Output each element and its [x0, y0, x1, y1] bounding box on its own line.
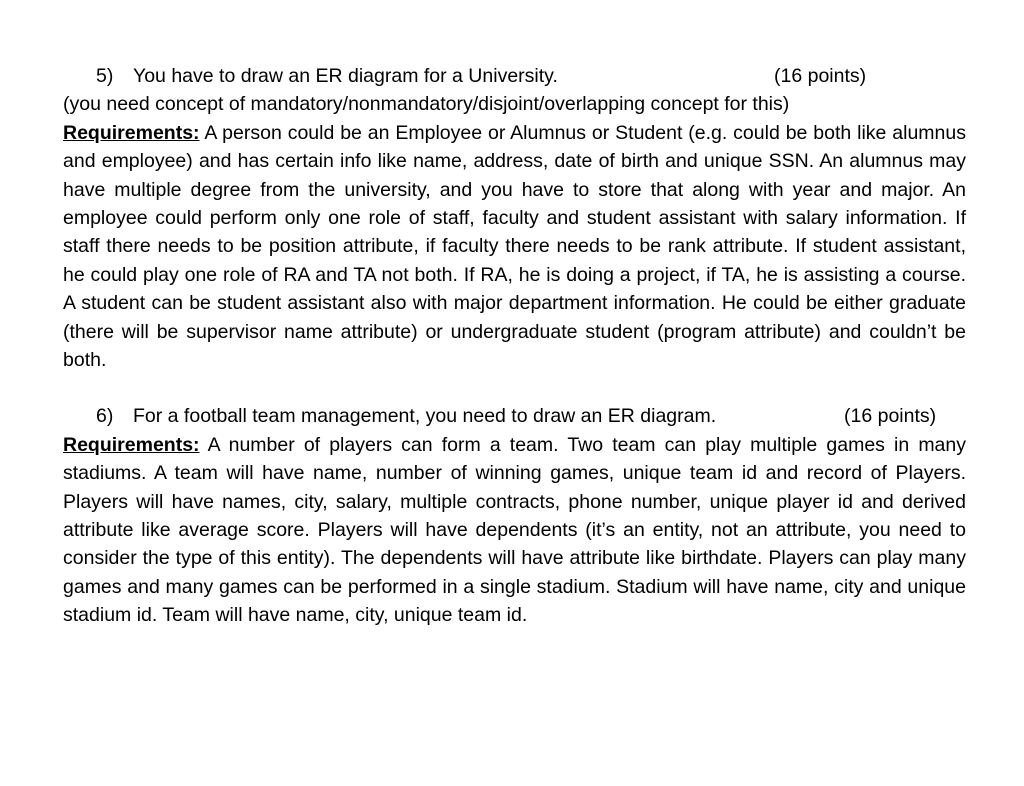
requirements-text: A person could be an Employee or Alumnus or Student (e.g. could be both like alumnus and employee) and has certain info like name, address, date of birth and unique SSN. An alumnus may have multiple degree from the university, and you have to store that along with year and major. An employee could perform only one role of staff, faculty and student assistant with salary information. If staff there needs to be position attribute, if faculty there needs to be rank attribute. If student assistant, he could play one role of RA and TA not both. If RA, he is doing a project, if TA, he is assisting a course. A student can be student assistant also with major department information. He could be either graduate (there will be supervisor name attribute) or undergraduate student (program attribute) and couldn’t be both. [63, 121, 966, 372]
requirements-label: Requirements: [63, 433, 200, 456]
question-title: For a football team management, you need to draw an ER diagram. [133, 405, 717, 428]
section-spacer [63, 374, 966, 402]
requirements-paragraph [63, 431, 966, 630]
requirements-paragraph [63, 119, 966, 375]
question-title: You have to draw an ER diagram for a University. [133, 65, 558, 87]
document-page [63, 62, 966, 630]
question-number: 5) [96, 65, 114, 87]
question-note: (you need concept of mandatory/nonmandatory/disjoint/overlapping concept for this) [63, 93, 790, 116]
question-points: (16 points) [774, 65, 867, 87]
question-5-heading [63, 62, 966, 90]
question-points: (16 points) [844, 405, 937, 428]
requirements-text: A number of players can form a team. Two team can play multiple games in many stadiums. A team will have name, number of winning games, unique team id and record of Players. Players will have names, city, salary, multiple contracts, phone number, unique player id and derived attribute like average score. Players will have dependents (it’s an entity, not an attribute, you need to consider the type of this entity). The dependents will have attribute like birthdate. Players can play many games and many games can be performed in a single stadium. Stadium will have name, city and unique stadium id. Team will have name, city, unique team id. [63, 433, 966, 627]
question-6 [63, 402, 966, 629]
requirements-label: Requirements: [63, 121, 200, 144]
question-number: 6) [96, 405, 114, 428]
question-6-heading [63, 402, 966, 430]
question-5 [63, 62, 966, 374]
